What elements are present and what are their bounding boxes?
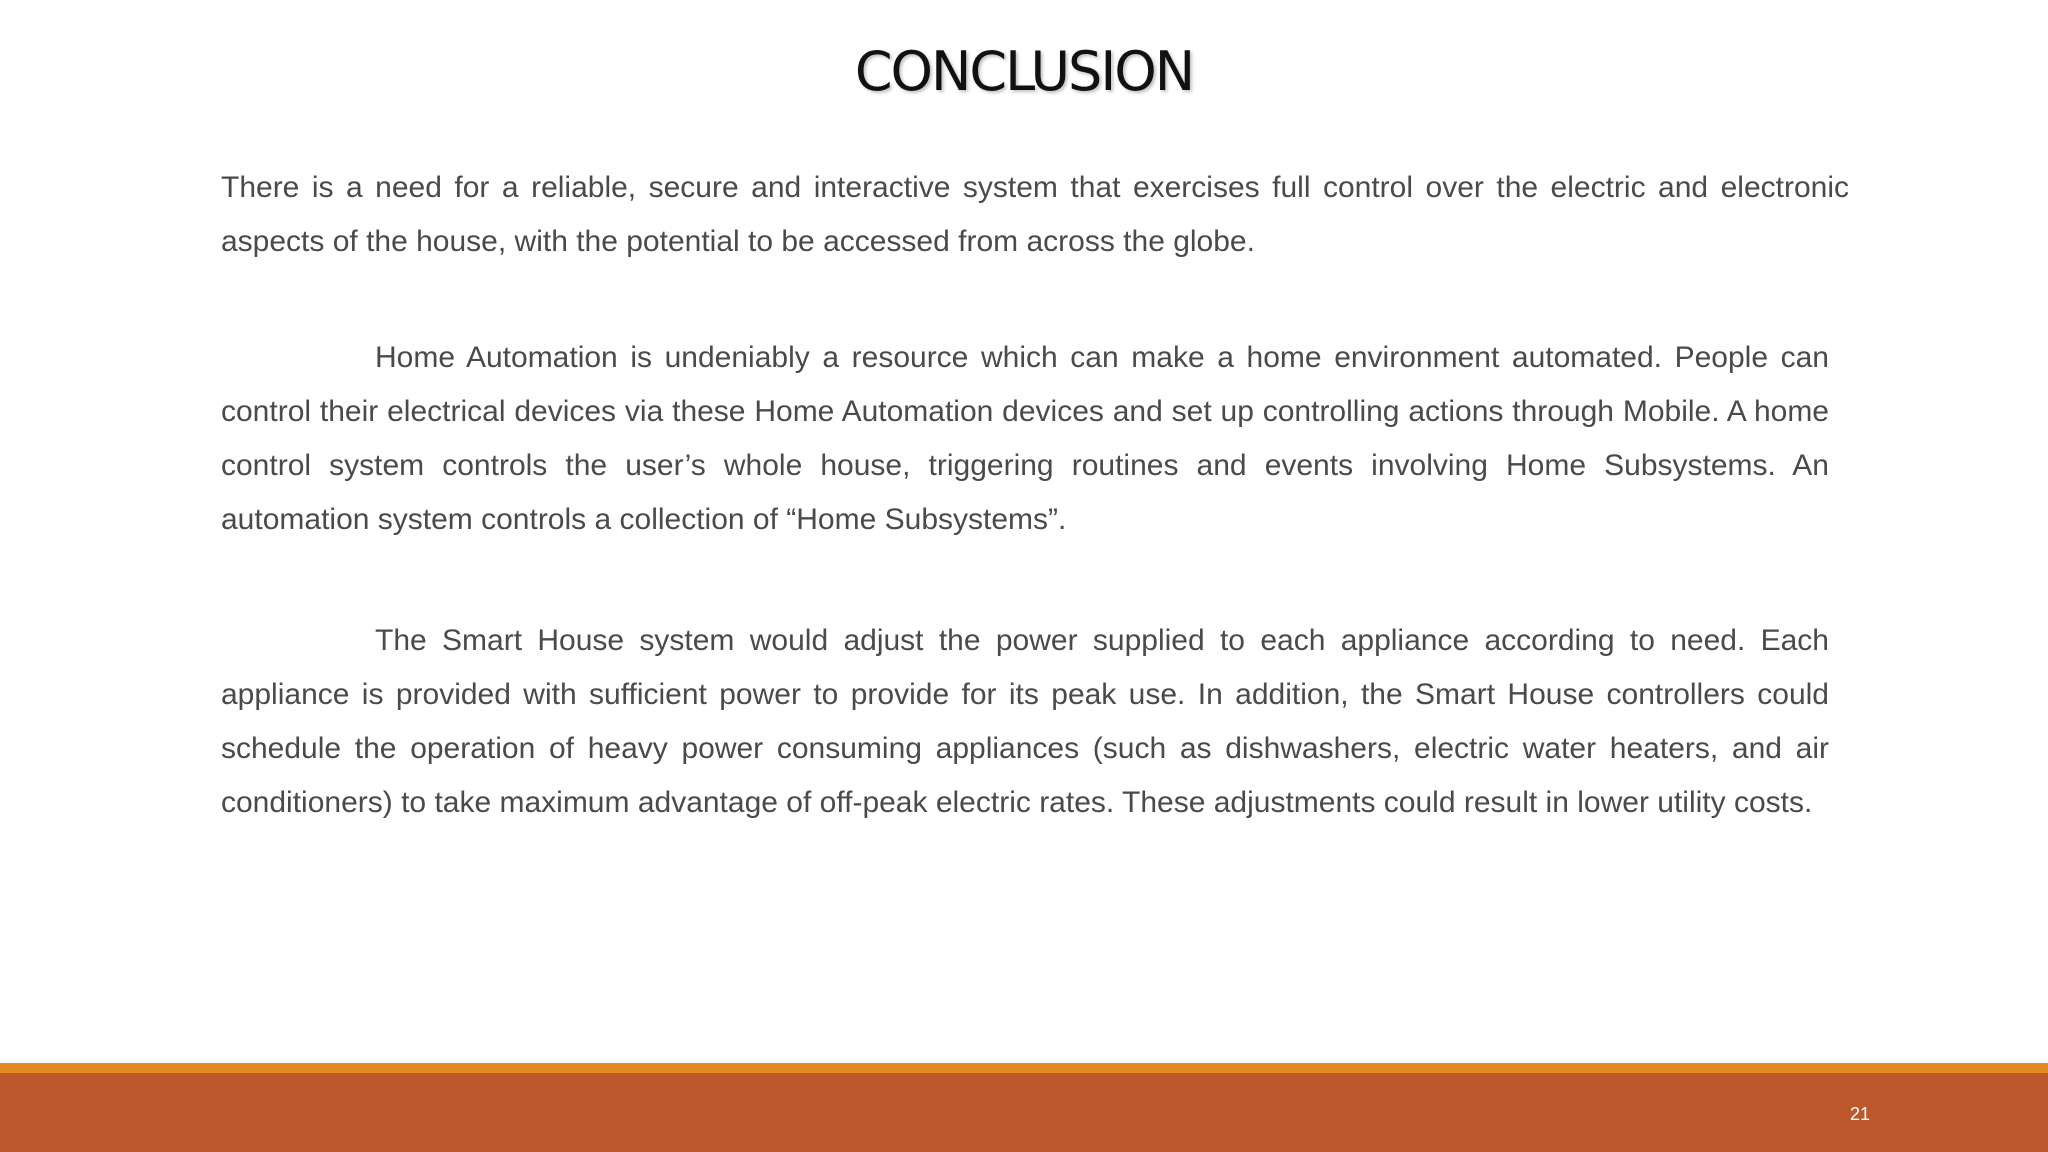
footer-accent-stripe [0,1063,2048,1073]
page-number: 21 [1849,1104,1870,1124]
paragraph-home-automation: Home Automation is undeniably a resource which can make a home environment automated. People can control their electrical devices via these Home Automation devices and set up controlling actions through Mobile. A home control system controls the user’s whole house, triggering routines and events involving Home Subsystems. An automation system controls a collection of “Home Subsystems”. [221,341,1829,536]
slide-title: CONCLUSION [854,40,1194,103]
footer-band [0,1073,2048,1152]
paragraph-smart-house: The Smart House system would adjust the power supplied to each appliance according to need. Each appliance is provided with sufficient power to provide for its peak use. In addition, the Smart House controllers could schedule the operation of heavy power consuming appliances (such as dishwashers, electric water heaters, and air conditioners) to take maximum advantage of off-peak electric rates. These adjustments could result in lower utility costs. [221,624,1829,819]
paragraph-need: There is a need for a reliable, secure and interactive system that exercises full control over the electric and electronic aspects of the house, with the potential to be accessed from across the globe. [221,171,1849,258]
